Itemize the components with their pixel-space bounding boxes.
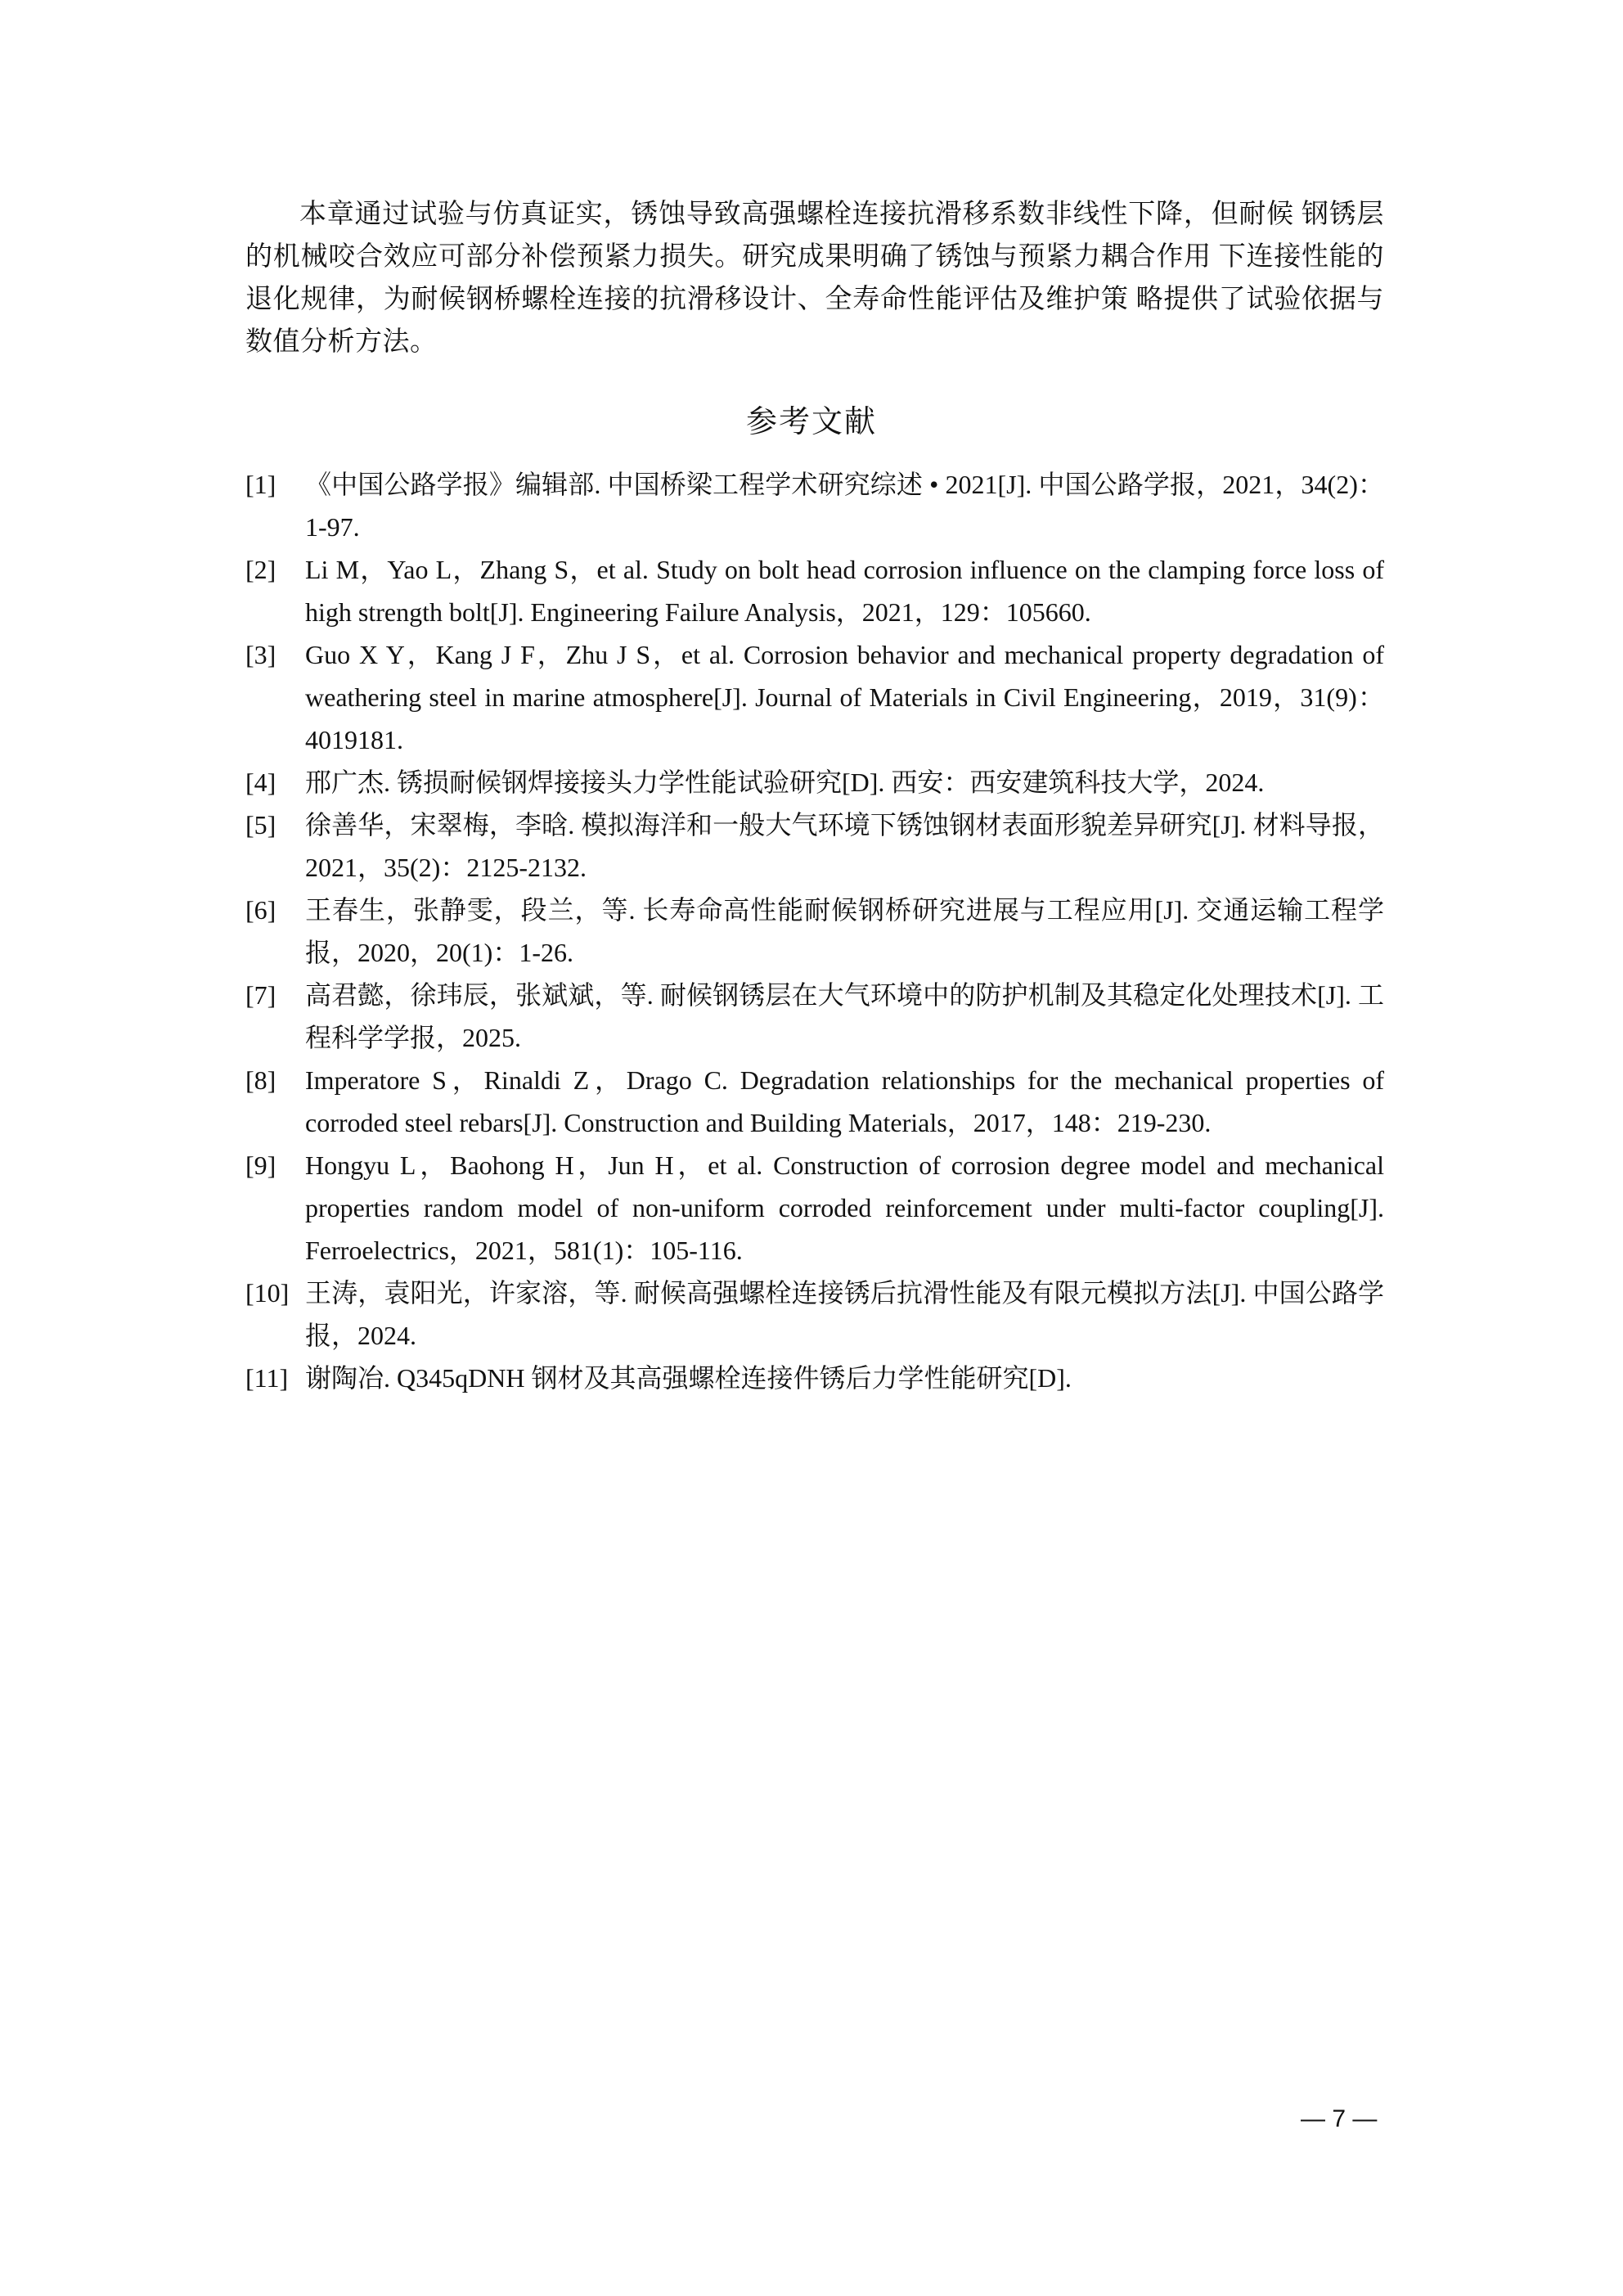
reference-text: Hongyu L，Baohong H，Jun H，et al. Construction of corrosion degree model and mechanical properties random model of non-uniform corroded reinforcement under multi-factor coupling[J]. Ferroelectrics，2021，581(1)：105-116.	[305, 1150, 1384, 1265]
reference-item	[245, 1357, 1384, 1399]
reference-text: Imperatore S，Rinaldi Z，Drago C. Degradation relationships for the mechanical properties of corroded steel rebars[J]. Construction and Building Materials，2017，148：219-230.	[305, 1065, 1384, 1137]
reference-number: [3]	[245, 640, 276, 669]
references-heading: 参考文献	[745, 405, 877, 439]
reference-item	[245, 761, 1384, 804]
reference-item	[245, 804, 1384, 889]
conclusion-paragraph: 本章通过试验与仿真证实，锈蚀导致高强螺栓连接抗滑移系数非线性下降，但耐候 钢锈层的机械咬合效应可部分补偿预紧力损失。研究成果明确了锈蚀与预紧力耦合作用 下连接性能的退化规律，为耐候钢桥螺栓连接的抗滑移设计、全寿命性能评估及维护策 略提供了试验依据与数值分析方法。	[245, 200, 1384, 357]
reference-number: [1]	[245, 470, 276, 499]
reference-item	[245, 1272, 1384, 1357]
reference-number: [4]	[245, 768, 276, 797]
page-number: — 7 —	[1301, 2105, 1378, 2132]
reference-item	[245, 463, 1384, 548]
reference-item	[245, 1059, 1384, 1144]
reference-text: Li M，Yao L，Zhang S，et al. Study on bolt head corrosion influence on the clamping force loss of high strength bolt[J]. Engineering Failure Analysis，2021，129：105660.	[305, 555, 1384, 627]
reference-item	[245, 633, 1384, 761]
reference-item	[245, 974, 1384, 1059]
reference-number: [7]	[245, 980, 276, 1010]
reference-text: 王春生，张静雯，段兰，等. 长寿命高性能耐候钢桥研究进展与工程应用[J]. 交通运输工程学报，2020，20(1)：1-26.	[305, 895, 1384, 967]
reference-number: [11]	[245, 1363, 289, 1393]
reference-text: Guo X Y，Kang J F，Zhu J S，et al. Corrosion behavior and mechanical property degradation of weathering steel in marine atmosphere[J]. Journal of Materials in Civil Engineering，2019，31(9)：4019181.	[305, 640, 1385, 754]
reference-text: 徐善华，宋翠梅，李晗. 模拟海洋和一般大气环境下锈蚀钢材表面形貌差异研究[J]. 材料导报，2021，35(2)：2125-2132.	[305, 810, 1384, 882]
reference-list	[245, 463, 1384, 1399]
reference-text: 《中国公路学报》编辑部. 中国桥梁工程学术研究综述 • 2021[J]. 中国公路学报，2021，34(2)：1-97.	[305, 470, 1384, 542]
reference-item	[245, 1144, 1384, 1272]
reference-number: [9]	[245, 1150, 276, 1180]
reference-number: [2]	[245, 555, 276, 584]
reference-number: [8]	[245, 1065, 276, 1095]
reference-text: 邢广杰. 锈损耐候钢焊接接头力学性能试验研究[D]. 西安：西安建筑科技大学，2024.	[305, 768, 1265, 797]
reference-text: 谢陶冶. Q345qDNH 钢材及其高强螺栓连接件锈后力学性能研究[D].	[305, 1363, 1072, 1393]
reference-number: [6]	[245, 895, 276, 925]
reference-number: [5]	[245, 810, 276, 840]
reference-number: [10]	[245, 1278, 290, 1308]
reference-text: 王涛，袁阳光，许家溶，等. 耐候高强螺栓连接锈后抗滑性能及有限元模拟方法[J]. 中国公路学报，2024.	[305, 1278, 1384, 1350]
reference-item	[245, 548, 1384, 633]
reference-item	[245, 889, 1384, 974]
reference-text: 高君懿，徐玮辰，张斌斌，等. 耐候钢锈层在大气环境中的防护机制及其稳定化处理技术[J]. 工程科学学报，2025.	[305, 980, 1384, 1052]
